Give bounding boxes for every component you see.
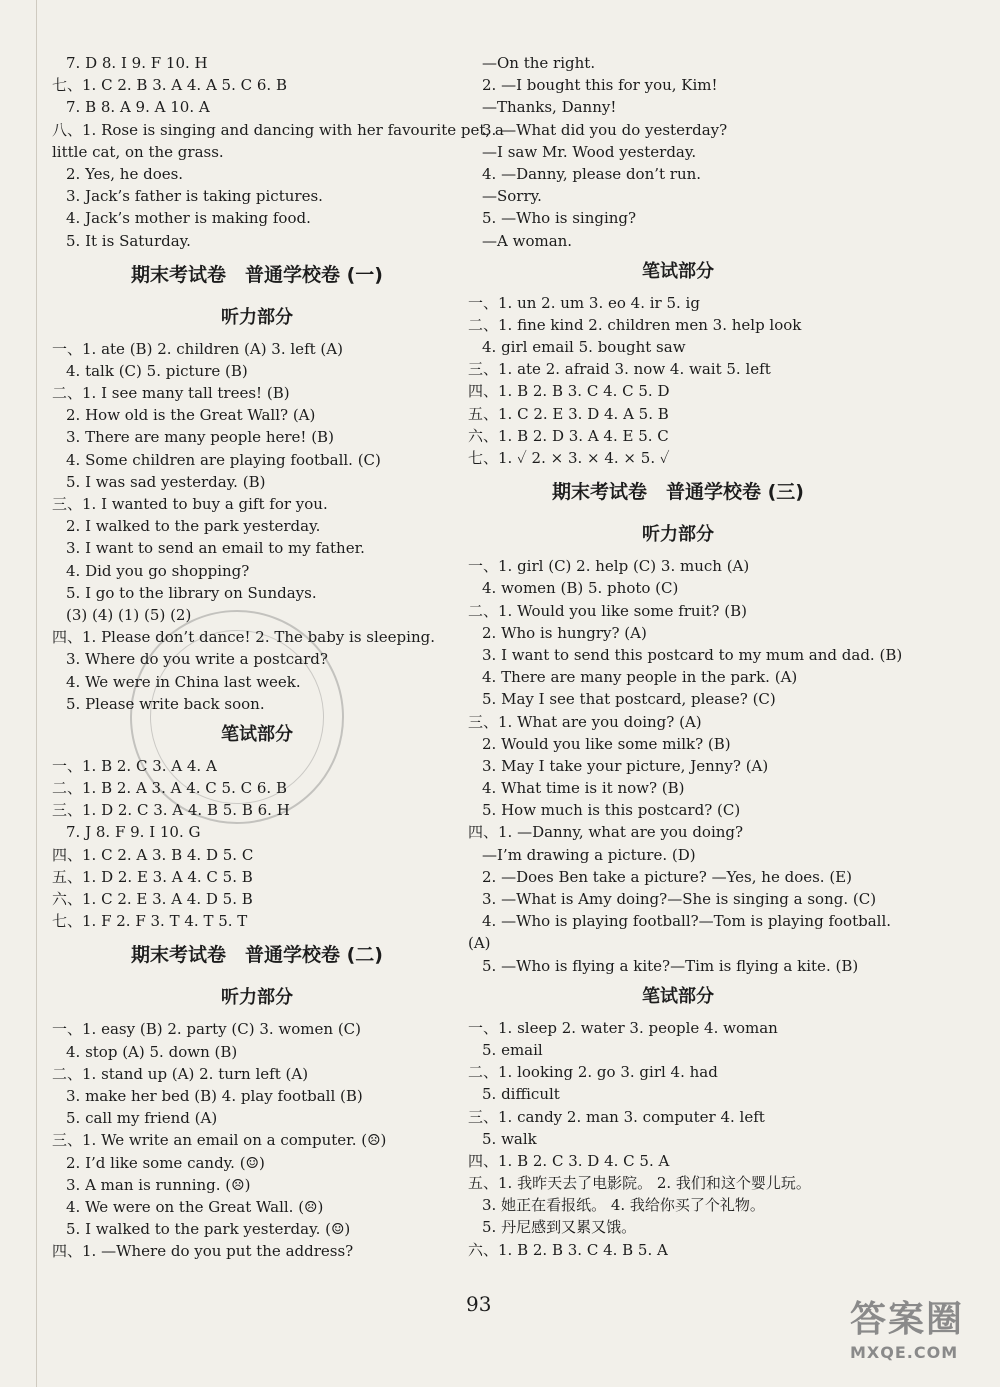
section-subheading: 听力部分 (642, 524, 714, 546)
answer-line: 二、1. B 2. A 3. A 4. C 5. C 6. B (52, 779, 287, 798)
answer-line: 三、1. D 2. C 3. A 4. B 5. B 6. H (52, 801, 290, 820)
answer-line: 4. —Who is playing football?—Tom is playing football. (482, 912, 892, 931)
answer-line: 三、1. We write an email on a computer. (☹) (52, 1131, 387, 1150)
left-column (52, 52, 504, 1262)
answer-line: 5. —Who is singing? (482, 209, 637, 228)
answer-line: 四、1. —Danny, what are you doing? (468, 823, 744, 842)
page-margin-line (36, 0, 37, 1387)
answer-line: 二、1. I see many tall trees! (B) (52, 384, 290, 403)
answer-line: 三、1. What are you doing? (A) (468, 712, 702, 731)
answer-line: 七、1. C 2. B 3. A 4. A 5. C 6. B (52, 76, 287, 95)
answer-line: 3. There are many people here! (B) (66, 428, 334, 447)
answer-line: 3. May I take your picture, Jenny? (A) (482, 756, 769, 775)
answer-line: 5. I was sad yesterday. (B) (66, 472, 266, 491)
answer-line: 5. —Who is flying a kite?—Tim is flying a kite. (B) (482, 956, 859, 975)
section-subheading: 笔试部分 (221, 723, 293, 745)
answer-line: 4. We were in China last week. (66, 672, 301, 691)
section-subheading: 笔试部分 (642, 985, 714, 1007)
page-number: 93 (466, 1292, 492, 1316)
site-watermark (850, 1297, 986, 1377)
answer-line: —On the right. (482, 54, 596, 72)
answer-line: 二、1. stand up (A) 2. turn left (A) (52, 1064, 309, 1083)
answer-line: 3. I want to send this postcard to my mum and dad. (B) (482, 645, 903, 664)
answer-line: 4. girl email 5. bought saw (482, 338, 686, 357)
answer-line: 7. B 8. A 9. A 10. A (66, 98, 210, 117)
answer-line: 七、1. F 2. F 3. T 4. T 5. T (52, 912, 248, 931)
answer-line: 2. Yes, he does. (66, 164, 184, 183)
answer-line: 4. talk (C) 5. picture (B) (66, 361, 248, 380)
answer-line: 4. Did you go shopping? (66, 561, 250, 580)
answer-line: 四、1. Please don’t dance! 2. The baby is sleeping. (52, 628, 435, 647)
answer-line: 2. —Does Ben take a picture? —Yes, he does. (E) (482, 867, 852, 886)
answer-line: —I’m drawing a picture. (D) (482, 845, 696, 864)
answer-line: 5. walk (482, 1129, 537, 1148)
answer-line: 4. There are many people in the park. (A) (482, 668, 798, 687)
answer-line: 5. May I see that postcard, please? (C) (482, 690, 776, 709)
answer-line: 2. Would you like some milk? (B) (482, 734, 731, 753)
answer-line: —Thanks, Danny! (482, 98, 617, 117)
answer-line: 3. Jack’s father is taking pictures. (66, 187, 323, 206)
answer-line: 七、1. ✓ 2. × 3. × 4. × 5. ✓ (468, 449, 670, 467)
answer-line: 5. difficult (482, 1085, 560, 1104)
section-heading: 期末考试卷 普通学校卷 (二) (131, 944, 383, 967)
answer-line: 四、1. —Where do you put the address? (52, 1242, 354, 1261)
answer-line: 四、1. B 2. B 3. C 4. C 5. D (468, 382, 670, 401)
answer-line: 一、1. un 2. um 3. eo 4. ir 5. ig (468, 293, 700, 312)
answer-line: 7. D 8. I 9. F 10. H (66, 54, 208, 72)
section-subheading: 笔试部分 (642, 260, 714, 282)
answer-line: 三、1. candy 2. man 3. computer 4. left (468, 1107, 765, 1126)
answer-line: —Sorry. (482, 187, 542, 206)
answer-line: 5. It is Saturday. (66, 231, 191, 250)
answer-line: 三、1. ate 2. afraid 3. now 4. wait 5. left (468, 360, 771, 379)
answer-line: 4. We were on the Great Wall. (☹) (66, 1197, 324, 1216)
answer-line: 5. email (482, 1040, 543, 1059)
answer-line: 四、1. C 2. A 3. B 4. D 5. C (52, 845, 254, 864)
answer-line: (3) (4) (1) (5) (2) (66, 605, 192, 624)
answer-line: 六、1. C 2. E 3. A 4. D 5. B (52, 890, 253, 908)
answer-line: —I saw Mr. Wood yesterday. (482, 142, 697, 161)
section-subheading: 听力部分 (221, 987, 293, 1009)
answer-line: 5. call my friend (A) (66, 1109, 218, 1128)
watermark-url: MXQE.COM (850, 1343, 959, 1362)
answer-line: 四、1. B 2. C 3. D 4. C 5. A (468, 1151, 670, 1170)
answer-line: 3. Where do you write a postcard? (66, 650, 328, 669)
answer-line: 二、1. looking 2. go 3. girl 4. had (468, 1063, 718, 1082)
section-subheading: 听力部分 (221, 306, 293, 328)
answer-line: 六、1. B 2. B 3. C 4. B 5. A (468, 1240, 668, 1259)
answer-line: 7. J 8. F 9. I 10. G (66, 823, 201, 842)
answer-line: 五、1. D 2. E 3. A 4. C 5. B (52, 867, 253, 886)
answer-line: 3. —What did you do yesterday? (482, 120, 728, 139)
answer-line: 5. 丹尼感到又累又饿。 (482, 1218, 637, 1237)
answer-line: 八、1. Rose is singing and dancing with her favourite pet, a (52, 120, 504, 139)
answer-line: 4. stop (A) 5. down (B) (66, 1042, 238, 1061)
answer-line: 4. Some children are playing football. (C) (66, 450, 381, 469)
answer-line: 一、1. B 2. C 3. A 4. A (52, 756, 217, 775)
answer-line: 三、1. I wanted to buy a gift for you. (52, 495, 328, 513)
answer-line: 六、1. B 2. D 3. A 4. E 5. C (468, 426, 669, 445)
answer-line: 5. I go to the library on Sundays. (66, 583, 317, 602)
right-column (468, 52, 903, 1261)
answer-line: 五、1. C 2. E 3. D 4. A 5. B (468, 404, 669, 423)
answer-line: 4. —Danny, please don’t run. (482, 164, 702, 183)
answer-line: 2. I’d like some candy. (☺) (66, 1153, 265, 1172)
answer-line: 一、1. sleep 2. water 3. people 4. woman (468, 1018, 778, 1037)
answer-line: (A) (468, 934, 491, 953)
answer-line: 5. Please write back soon. (66, 694, 265, 713)
answer-line: 3. make her bed (B) 4. play football (B) (66, 1086, 363, 1105)
section-heading: 期末考试卷 普通学校卷 (一) (131, 263, 383, 286)
answer-line: 3. —What is Amy doing?—She is singing a song. (C) (482, 890, 877, 908)
answer-line: 5. How much is this postcard? (C) (482, 801, 741, 820)
answer-line: 3. 她正在看报纸。 4. 我给你买了个礼物。 (482, 1196, 765, 1215)
answer-line: 2. —I bought this for you, Kim! (482, 76, 718, 95)
answer-line: —A woman. (482, 231, 573, 250)
answer-line: 2. I walked to the park yesterday. (66, 517, 321, 536)
answer-line: 一、1. easy (B) 2. party (C) 3. women (C) (52, 1020, 362, 1039)
answer-line: 4. women (B) 5. photo (C) (482, 579, 679, 598)
answer-line: 4. What time is it now? (B) (482, 779, 685, 798)
answer-line: 五、1. 我昨天去了电影院。 2. 我们和这个婴儿玩。 (468, 1174, 811, 1193)
answer-line: 5. I walked to the park yesterday. (☺) (66, 1220, 351, 1239)
answer-line: 2. How old is the Great Wall? (A) (66, 406, 316, 425)
watermark-logo-text: 答案圈 (850, 1299, 965, 1340)
answer-line: little cat, on the grass. (52, 142, 224, 161)
section-heading: 期末考试卷 普通学校卷 (三) (552, 481, 804, 504)
answer-line: 4. Jack’s mother is making food. (66, 209, 311, 228)
answer-line: 2. Who is hungry? (A) (482, 623, 647, 642)
answer-line: 一、1. girl (C) 2. help (C) 3. much (A) (468, 557, 750, 576)
answer-line: 二、1. Would you like some fruit? (B) (468, 601, 747, 620)
answer-line: 二、1. fine kind 2. children men 3. help look (468, 315, 802, 334)
answer-line: 一、1. ate (B) 2. children (A) 3. left (A) (52, 339, 343, 358)
answer-line: 3. A man is running. (☹) (66, 1175, 251, 1194)
answer-line: 3. I want to send an email to my father. (66, 539, 365, 558)
